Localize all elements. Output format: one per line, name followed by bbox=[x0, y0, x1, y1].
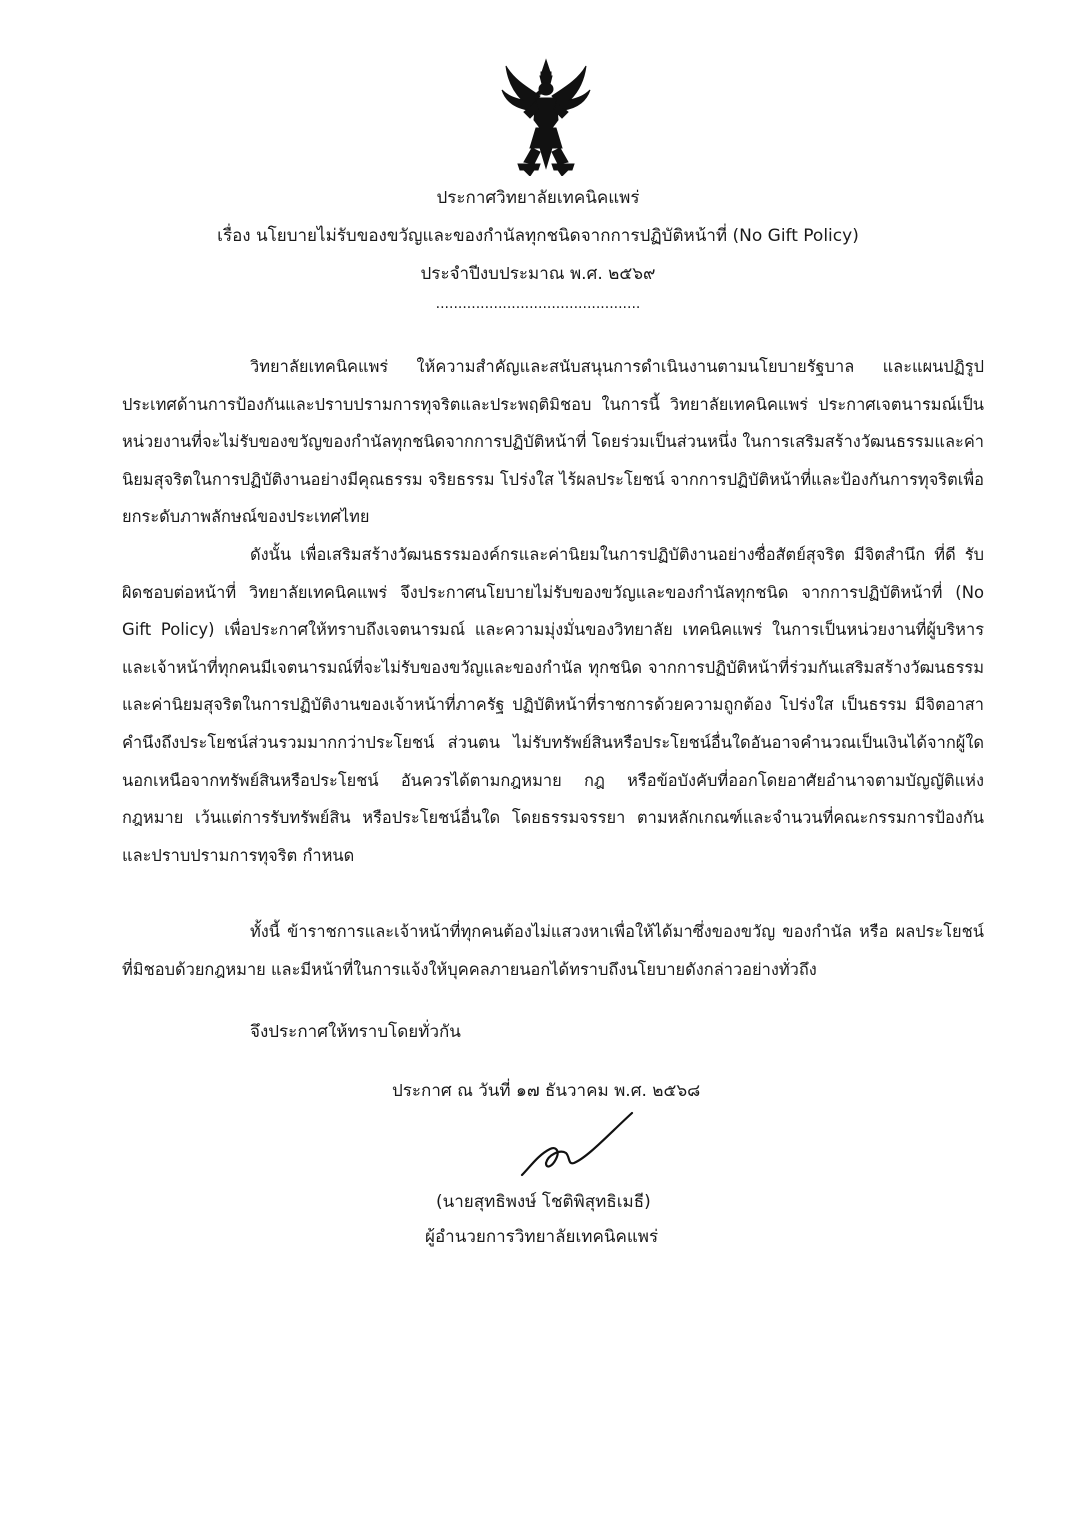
announcement-line: จึงประกาศให้ทราบโดยทั่วกัน bbox=[250, 1022, 461, 1042]
paragraph-intro: วิทยาลัยเทคนิคแพร่ ให้ความสำคัญและสนับสนุนการดำเนินงานตามนโยบายรัฐบาล และแผนปฏิรูปประเทศด้านการป้องกันและปราบปรามการทุจริตและประพฤติมิชอบ ในการนี้ วิทยาลัยเทคนิคแพร่ ประกาศเจตนารมณ์เป็นหน่วยงานที่จะไม่รับของขวัญของกำนัลทุกชนิดจากการปฏิบัติหน้าที่ โดยร่วมเป็นส่วนหนึ่ง ในการเสริมสร้างวัฒนธรรมและค่านิยมสุจริตในการปฏิบัติงานอย่างมีคุณธรรม จริยธรรม โปร่งใส ไร้ผลประโยชน์ จากการปฏิบัติหน้าที่และป้องกันการทุจริตเพื่อยกระดับภาพลักษณ์ของประเทศไทย bbox=[122, 357, 984, 527]
signer-name: (นายสุทธิพงษ์ โชติพิสุทธิเมธี) bbox=[436, 1192, 651, 1212]
handwritten-signature bbox=[516, 1105, 636, 1195]
separator-dots: .............................................. bbox=[435, 296, 641, 312]
fiscal-year: ประจำปีงบประมาณ พ.ศ. ๒๕๖๙ bbox=[420, 264, 656, 284]
signer-position: ผู้อำนวยการวิทยาลัยเทคนิคแพร่ bbox=[425, 1227, 659, 1247]
document-title: ประกาศวิทยาลัยเทคนิคแพร่ bbox=[436, 188, 640, 208]
announcement-date: ประกาศ ณ วันที่ ๑๗ ธันวาคม พ.ศ. ๒๕๖๘ bbox=[392, 1081, 701, 1101]
garuda-emblem-icon bbox=[500, 58, 592, 176]
paragraph-duties: ทั้งนี้ ข้าราชการและเจ้าหน้าที่ทุกคนต้องไม่แสวงหาเพื่อให้ได้มาซึ่งของขวัญ ของกำนัล หรือ ผลประโยชน์ที่มิชอบด้วยกฎหมาย และมีหน้าที่ในการแจ้งให้บุคคลภายนอกได้ทราบถึงนโยบายดังกล่าวอย่างทั่วถึง bbox=[122, 922, 984, 979]
document-subject: เรื่อง นโยบายไม่รับของขวัญและของกำนัลทุกชนิดจากการปฏิบัติหน้าที่ (No Gift Policy) bbox=[217, 226, 859, 246]
paragraph-policy: ดังนั้น เพื่อเสริมสร้างวัฒนธรรมองค์กรและค่านิยมในการปฏิบัติงานอย่างซื่อสัตย์สุจริต มีจิตสำนึก ที่ดี รับผิดชอบต่อหน้าที่ วิทยาลัยเทคนิคแพร่ จึงประกาศนโยบายไม่รับของขวัญและของกำนัลทุกชนิด จากการปฏิบัติหน้าที่ (No Gift Policy) เพื่อประกาศให้ทราบถึงเจตนารมณ์ และความมุ่งมั่นของวิทยาลัย เทคนิคแพร่ ในการเป็นหน่วยงานที่ผู้บริหารและเจ้าหน้าที่ทุกคนมีเจตนารมณ์ที่จะไม่รับของขวัญและของกำนัล ทุกชนิด จากการปฏิบัติหน้าที่ร่วมกันเสริมสร้างวัฒนธรรมและค่านิยมสุจริตในการปฏิบัติงานของเจ้าหน้าที่ภาครัฐ ปฏิบัติหน้าที่ราชการด้วยความถูกต้อง โปร่งใส เป็นธรรม มีจิตอาสา คำนึงถึงประโยชน์ส่วนรวมมากกว่าประโยชน์ ส่วนตน ไม่รับทรัพย์สินหรือประโยชน์อื่นใดอันอาจคำนวณเป็นเงินได้จากผู้ใด นอกเหนือจากทรัพย์สินหรือประโยชน์ อันควรได้ตามกฎหมาย กฎ หรือข้อบังคับที่ออกโดยอาศัยอำนาจตามบัญญัติแห่งกฎหมาย เว้นแต่การรับทรัพย์สิน หรือประโยชน์อื่นใด โดยธรรมจรรยา ตามหลักเกณฑ์และจำนวนที่คณะกรรมการป้องกันและปราบปรามการทุจริต กำหนด bbox=[122, 545, 984, 865]
